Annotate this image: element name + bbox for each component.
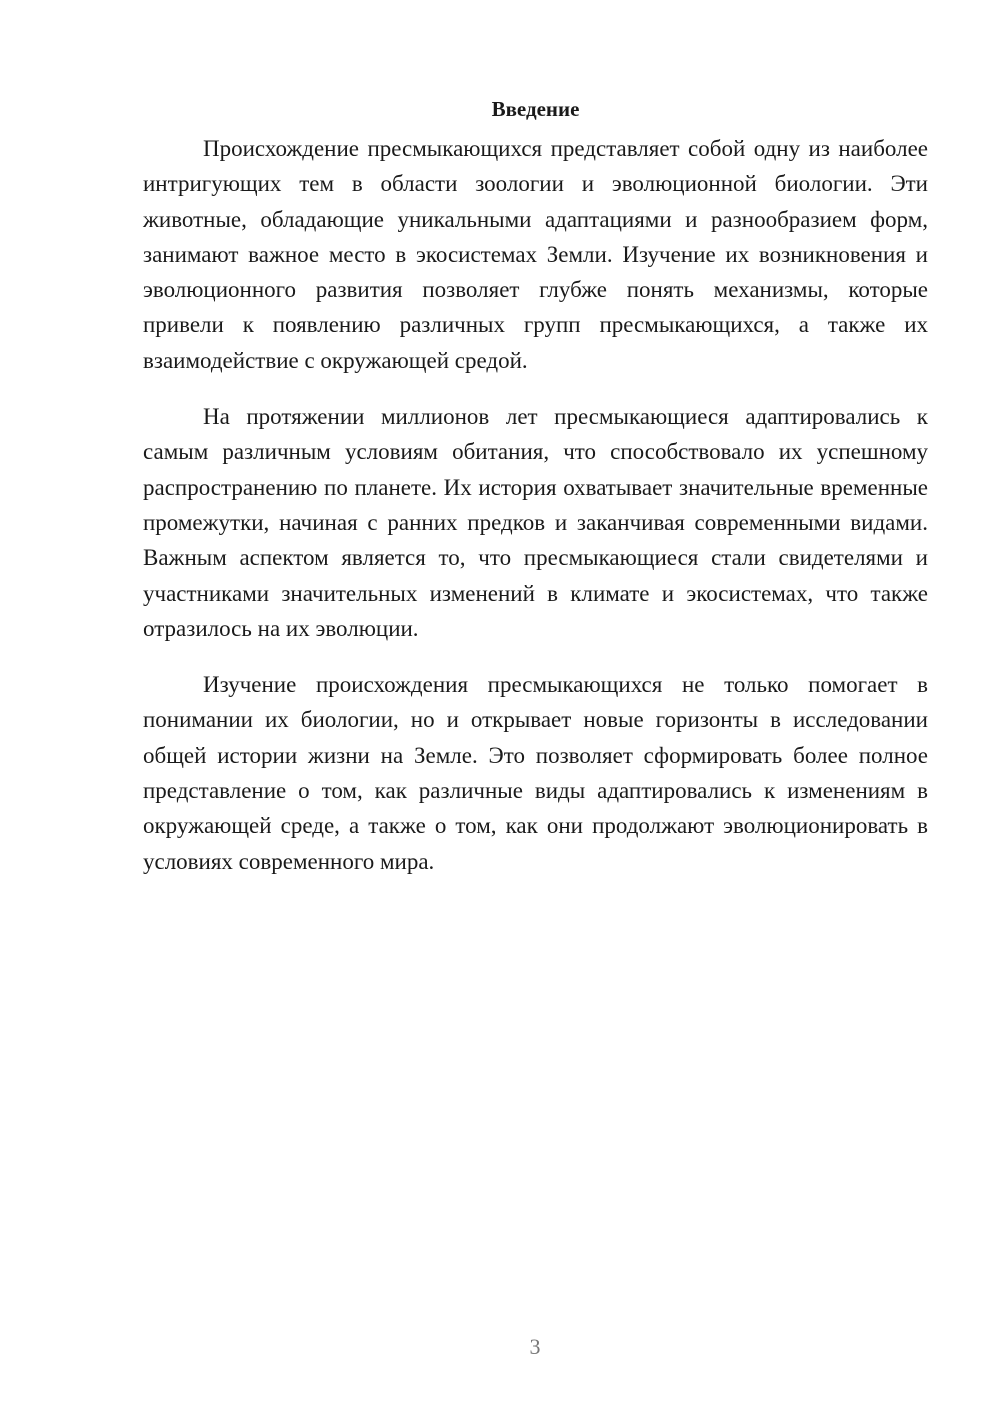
page-content: [143, 92, 928, 900]
paragraph-3: Изучение происхождения пресмыкающихся не только помогает в понимании их биологии, но и открывает новые горизонты в исследовании общей истории жизни на Земле. Это позволяет сформировать более полное представление о том, как различные виды адаптировались к изменениям в окружающей среде, а также о том, как они продолжают эволюционировать в условиях современного мира.: [143, 672, 928, 874]
section-heading: Введение: [491, 97, 580, 121]
paragraph-2: На протяжении миллионов лет пресмыкающиеся адаптировались к самым различным условиям обитания, что способствовало их успешному распространению по планете. Их история охватывает значительные временные промежутки, начиная с ранних предков и заканчивая современными видами. Важным аспектом является то, что пресмыкающиеся стали свидетелями и участниками значительных изменений в климате и экосистемах, что также отразилось на их эволюции.: [143, 404, 928, 641]
page-number: 3: [529, 1334, 541, 1359]
paragraph-1: Происхождение пресмыкающихся представляет собой одну из наиболее интригующих тем в области зоологии и эволюционной биологии. Эти животные, обладающие уникальными адаптациями и разнообразием форм, занимают важное место в экосистемах Земли. Изучение их возникновения и эволюционного развития позволяет глубже понять механизмы, которые привели к появлению различных групп пресмыкающихся, а также их взаимодействие с окружающей средой.: [143, 136, 928, 373]
